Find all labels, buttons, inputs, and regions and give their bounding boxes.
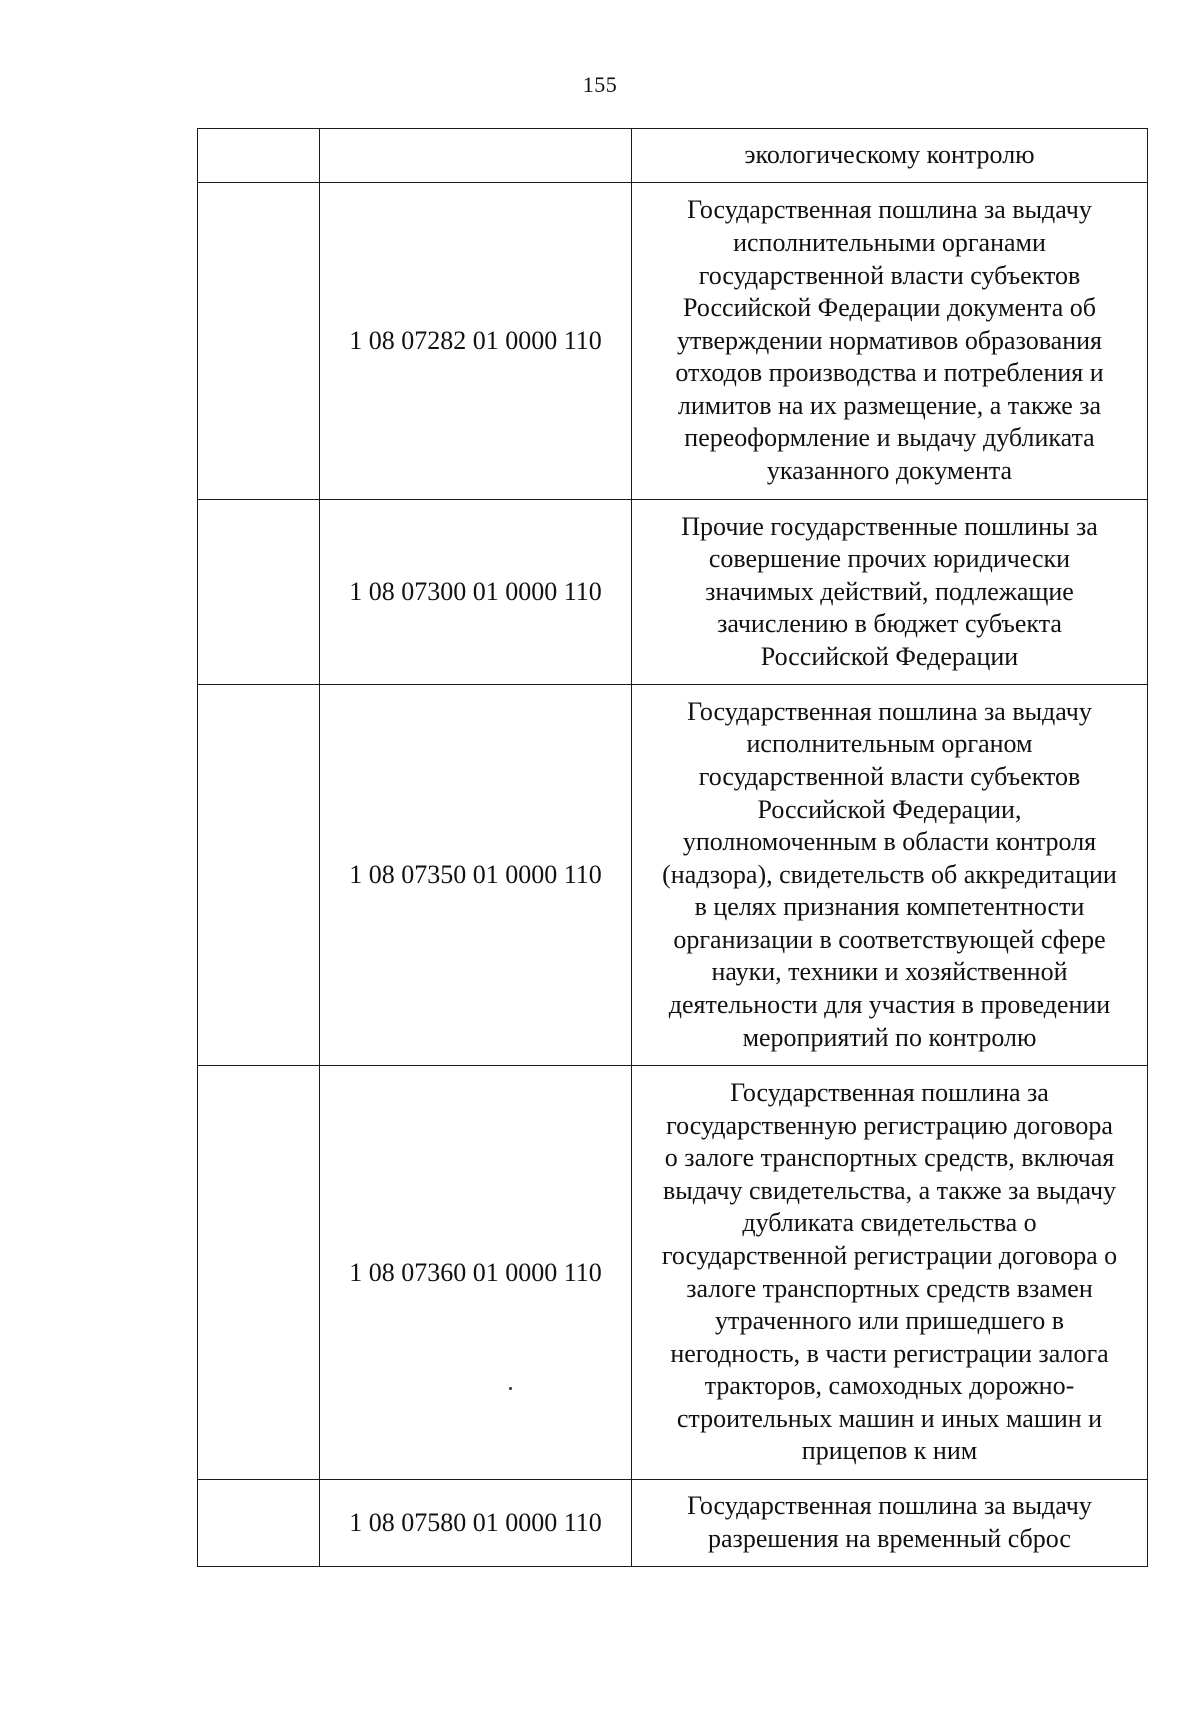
budget-code-cell: 1 08 07350 01 0000 110 [320, 685, 632, 1066]
description-cell [632, 500, 1148, 685]
description-line: о залоге транспортных средств, включая [664, 1143, 1115, 1173]
description-line: лимитов на их размещение, а также за [677, 390, 1102, 420]
empty-cell [198, 129, 320, 183]
empty-cell [198, 1066, 320, 1480]
description-line: разрешения на временный сброс [708, 1524, 1071, 1553]
description-line: исполнительными органами [733, 227, 1046, 257]
description-line: тракторов, самоходных дорожно- [704, 1371, 1075, 1401]
description-line: государственную регистрацию договора [666, 1110, 1113, 1140]
table-row [198, 1480, 1148, 1567]
description-line: государственной власти субъектов [698, 260, 1081, 290]
description-line: строительных машин и иных машин и [676, 1403, 1103, 1433]
table-body [198, 129, 1148, 1567]
description-line: значимых действий, подлежащие [705, 576, 1074, 606]
empty-cell [198, 500, 320, 685]
scan-speck [509, 1387, 512, 1390]
budget-code-table [197, 128, 1148, 1567]
empty-cell [198, 183, 320, 500]
table-row [198, 129, 1148, 183]
description-line: мероприятий по контролю [742, 1022, 1037, 1052]
empty-cell [198, 1480, 320, 1567]
description-line: уполномоченным в области контроля [682, 827, 1097, 857]
budget-code-cell: 1 08 07282 01 0000 110 [320, 183, 632, 500]
description-line: Российской Федерации документа об [683, 293, 1096, 323]
description-line: утверждении нормативов образования [677, 325, 1102, 355]
description-line: Государственная пошлина за выдачу [687, 195, 1092, 225]
description-cell [632, 1480, 1148, 1567]
description-line: выдачу свидетельства, а также за выдачу [662, 1175, 1117, 1205]
description-line: указанного документа [766, 456, 1013, 486]
budget-code-cell: 1 08 07300 01 0000 110 [320, 500, 632, 685]
table-row [198, 685, 1148, 1066]
table-row [198, 183, 1148, 500]
description-line: Российской Федерации, [757, 794, 1022, 824]
description-line: Прочие государственные пошлины за [681, 511, 1098, 541]
description-line: утраченного или пришедшего в [714, 1306, 1065, 1336]
description-line: исполнительным органом [746, 729, 1033, 759]
budget-code-cell: 1 08 07580 01 0000 110 [320, 1480, 632, 1567]
description-line: Государственная пошлина за выдачу [687, 1491, 1092, 1521]
description-cell [632, 183, 1148, 500]
description-cell [632, 685, 1148, 1066]
description-line: прицепов к ним [801, 1436, 978, 1466]
budget-code-cell [320, 129, 632, 183]
description-line: отходов производства и потребления и [675, 358, 1104, 388]
description-line: негодность, в части регистрации залога [670, 1338, 1109, 1368]
description-line: в целях признания компетентности [694, 892, 1085, 922]
description-line: совершение прочих юридически [708, 544, 1071, 574]
description-line: дубликата свидетельства о [742, 1208, 1037, 1238]
description-cell [632, 129, 1148, 183]
description-line: (надзора), свидетельств об аккредитации [662, 859, 1117, 889]
description-line: переоформление и выдачу дубликата [684, 423, 1095, 453]
description-line: деятельности для участия в проведении [668, 990, 1111, 1020]
description-line: экологическому контролю [744, 140, 1035, 170]
description-line: Государственная пошлина за выдачу [687, 696, 1092, 726]
description-line: залоге транспортных средств взамен [686, 1273, 1093, 1303]
description-line: Государственная пошлина за [730, 1077, 1049, 1107]
table-row [198, 500, 1148, 685]
description-line: государственной регистрации договора о [661, 1240, 1118, 1270]
description-line: науки, техники и хозяйственной [711, 957, 1068, 987]
table-row [198, 1066, 1148, 1480]
description-line: государственной власти субъектов [698, 761, 1081, 791]
description-cell [632, 1066, 1148, 1480]
empty-cell [198, 685, 320, 1066]
budget-code-cell: 1 08 07360 01 0000 110 [320, 1066, 632, 1480]
description-line: организации в соответствующей сфере [673, 924, 1106, 954]
page-number: 155 [582, 72, 618, 97]
description-line: Российской Федерации [760, 641, 1019, 671]
description-line: зачислению в бюджет субъекта [717, 609, 1062, 639]
